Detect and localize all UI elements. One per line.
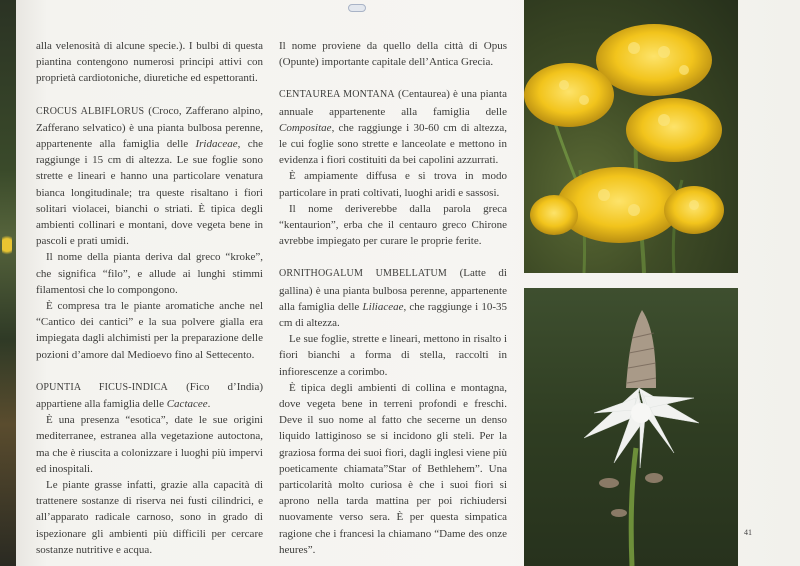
- yarrow-illustration: [524, 0, 738, 273]
- flower-spike-illustration: [524, 288, 738, 566]
- centaurea-title: CENTAUREA MONTANA: [279, 89, 395, 101]
- opuntia-family: Cactacee: [166, 398, 208, 411]
- ornithogalum-habitat: È tipica degli ambienti di collina e montagna, dove vegeta bene in terreni profondi e freschi. Deve il suo nome al fatto che secerne un denso liquido lattiginoso se si incidono gli steli. Per la graziosa forma dei suoi fiori, dagli inglesi viene più poeticamente chiamata”Star of Bethlehem”. Una particolarità molto curiosa è che i suoi fiori si aprono nella tarda mattina per poi richiudersi nuovamente verso sera. È per questa simpatica ragione che i francesi la chiamano “Dame des onze heures”.: [279, 381, 507, 556]
- crocus-title: CROCUS ALBIFLORUS: [36, 105, 145, 117]
- opuntia-origin: È una presenza “esotica”, date le sue origini mediterranee, estranea alla vegetazione autoctona, ma che è riuscita a colonizzare i luoghi più impervi ed inospitali.: [36, 414, 263, 475]
- centaurea-name-origin: Il nome deriverebbe dalla parola greca “kentaurion”, erba che il centauro greco Chirone avrebbe impiegato per curare le proprie ferite.: [279, 202, 507, 248]
- intro-paragraph: alla velenosità di alcune specie.). I bulbi di questa piantina contengono numerosi principi attivi con proprietà cardiotoniche, diuretiche ed espettoranti.: [36, 40, 263, 85]
- crocus-description: CROCUS ALBIFLORUS (Croco, Zafferano alpino, Zafferano selvatico) è una pianta bulbosa perenne, appartenente alla famiglia delle Iridaceae, che raggiunge i 15 cm di altezza. Le sue foglie sono strette e lineari e hanno una particolare venatura bianca longitudinale; tra queste risaltano i fiori solitari violacei, bianchi o striati. È tipica degli ambienti collinari e montani, dove vegeta bene in pascoli e prati umidi.: [36, 104, 264, 248]
- flower-strip-decoration: [2, 230, 12, 260]
- centaurea-habitat: È ampiamente diffusa e si trova in modo particolare in prati coltivati, luoghi aridi e sassosi.: [279, 170, 507, 199]
- bookmark-tab: [348, 4, 366, 12]
- yellow-yarrow-photo: [524, 0, 738, 273]
- centaurea-description: CENTAUREA MONTANA (Centaurea) è una pianta annuale appartenente alla famiglia delle Compositae, che raggiunge i 30-60 cm di altezza, le cui foglie sono strette e lanceolate e mettono in evidenza i fiori costituiti da bei capolini azzurrati.: [279, 88, 507, 167]
- opuntia-adaptation: Le piante grasse infatti, grazie alla capacità di trattenere sostanze di riserva nei fusti cilindrici, e all’apparato radicale carnoso, sono in grado di ispezionare gli ambienti più difficili per cercare sostanze nutritive e acqua.: [36, 479, 263, 556]
- ornithogalum-title: ORNITHOGALUM UMBELLATUM: [279, 268, 448, 280]
- ornithogalum-description: ORNITHOGALUM UMBELLATUM (Latte di gallina) è una pianta bulbosa perenne, appartenente alla famiglia delle Liliaceae, che raggiunge i 10-35 cm di altezza.: [279, 267, 508, 330]
- opuntia-title: OPUNTIA FICUS-INDICA: [36, 381, 168, 393]
- white-flower-spike-photo: [524, 288, 738, 566]
- right-text-column: [279, 38, 507, 558]
- crocus-history: È compresa tra le piante aromatiche anche nel “Cantico dei cantici” e la sua polvere gialla era impiegata dagli alchimisti per la preparazione delle pozioni d’amore dal Medioevo fino al Settecento.: [36, 300, 263, 361]
- centaurea-family: Compositae: [279, 121, 332, 134]
- crocus-family: Iridaceae: [195, 138, 238, 151]
- left-text-column: [36, 38, 263, 558]
- opuntia-description: OPUNTIA FICUS-INDICA (Fico d’India) appartiene alla famiglia delle Cactacee.: [36, 380, 263, 411]
- ornithogalum-leaves: Le sue foglie, strette e lineari, mettono in risalto i fiori bianchi a forma di stella, raccolti in infiorescenze a corimbo.: [279, 333, 507, 378]
- page-number: 41: [744, 528, 752, 537]
- crocus-name-origin: Il nome della pianta deriva dal greco “kroke”, che significa “filo”, e allude ai lunghi stimmi filamentosi che lo compongono.: [36, 251, 263, 296]
- left-page-edge: [0, 0, 16, 566]
- ornithogalum-family: Liliaceae: [362, 300, 404, 313]
- opuntia-name-origin: Il nome proviene da quello della città di Opus (Opunte) importante capitale dell’Antica Grecia.: [279, 40, 507, 69]
